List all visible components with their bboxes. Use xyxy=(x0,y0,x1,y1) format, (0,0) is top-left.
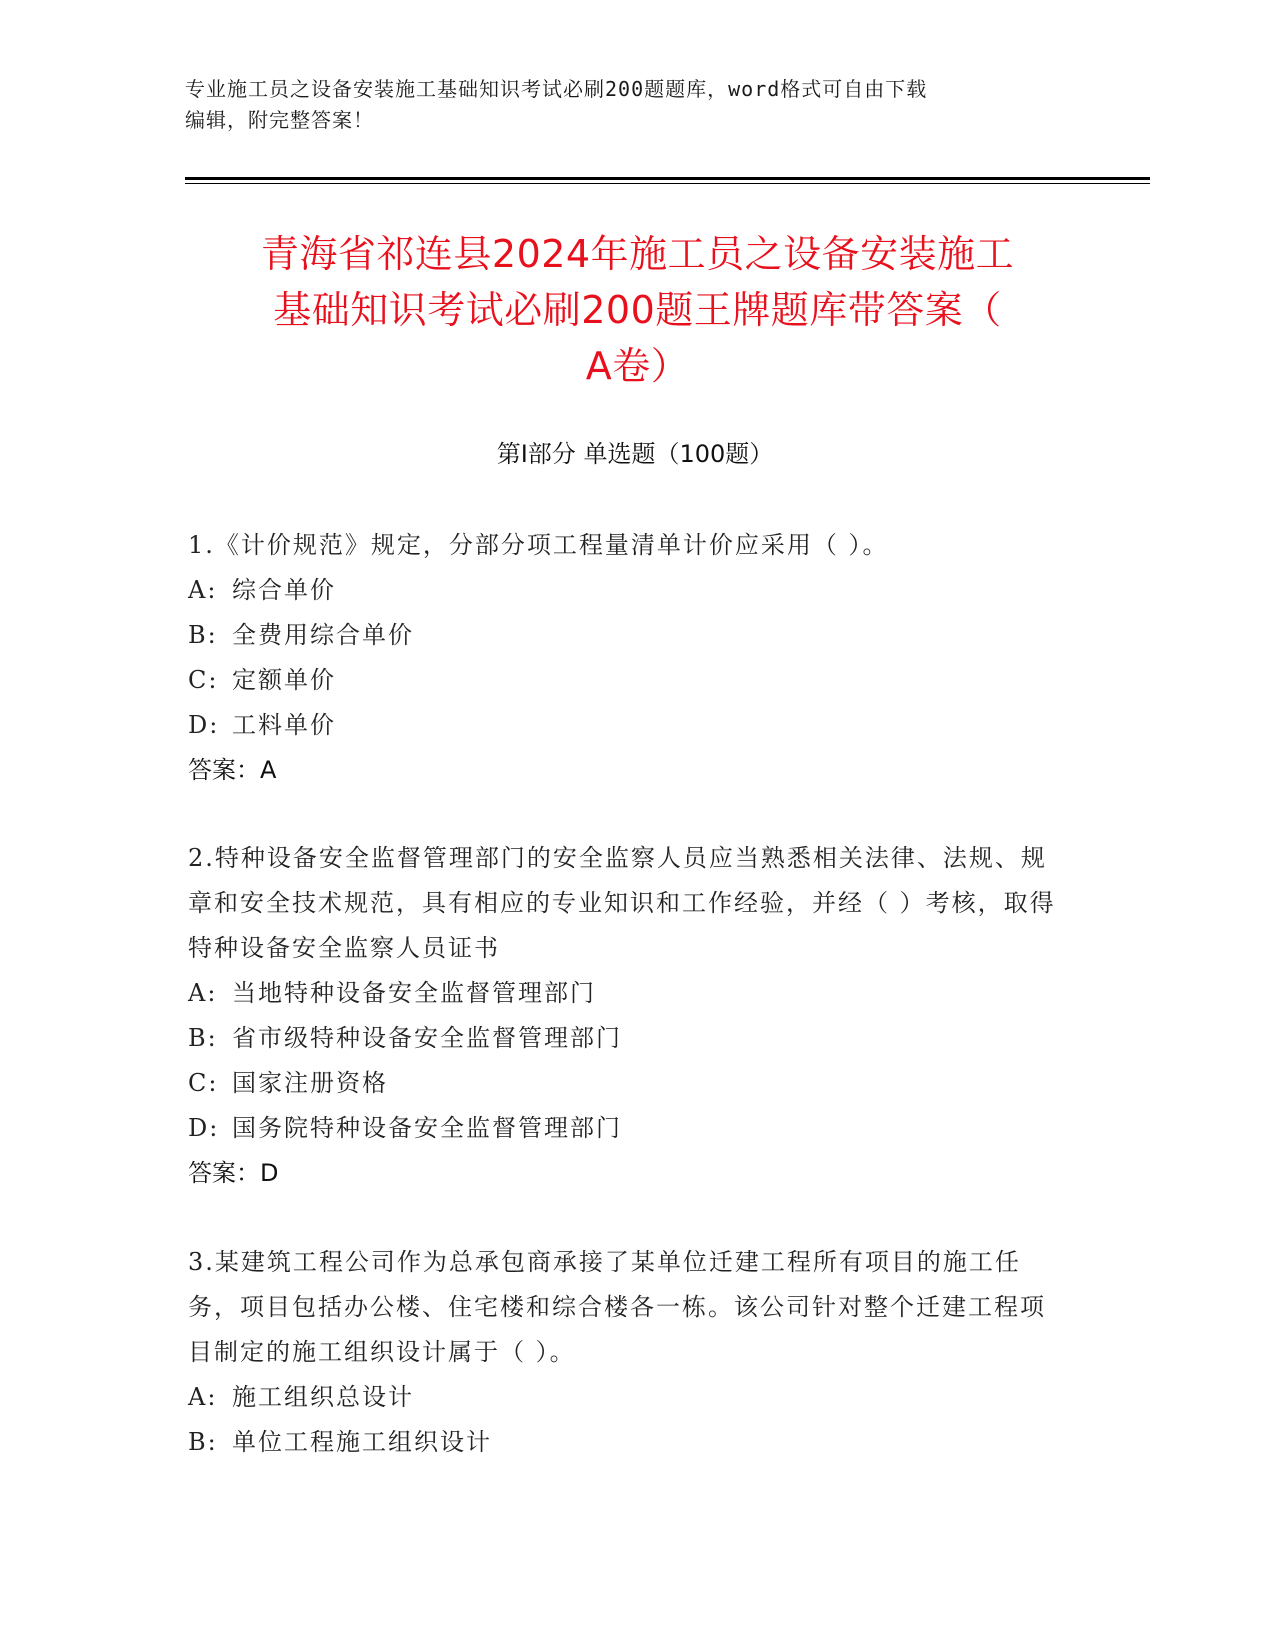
document-title-line-3: A卷） xyxy=(585,344,690,388)
question-option-b xyxy=(188,1016,1068,1061)
header-note-line-1: 专业施工员之设备安装施工基础知识考试必刷200题题库，word格式可自由下载 xyxy=(185,77,928,101)
option-text: 国务院特种设备安全监督管理部门 xyxy=(232,1114,622,1142)
option-text: 单位工程施工组织设计 xyxy=(232,1428,492,1456)
header-note-line-2: 编辑，附完整答案！ xyxy=(185,108,374,132)
document-title-line-1: 青海省祁连县2024年施工员之设备安装施工 xyxy=(260,232,1015,276)
question-option-d xyxy=(188,1106,1068,1151)
option-key: B: xyxy=(188,621,218,649)
question-stem: 3.某建筑工程公司作为总承包商承接了某单位迁建工程所有项目的施工任务，项目包括办公楼、住宅楼和综合楼各一栋。该公司针对整个迁建工程项目制定的施工组织设计属于（ ）。 xyxy=(188,1248,1046,1366)
question-stem: 1.《计价规范》规定，分部分项工程量清单计价应采用（ ）。 xyxy=(188,531,889,559)
question-2 xyxy=(188,836,1068,1196)
question-option-a xyxy=(188,568,1068,613)
question-answer: 答案：A xyxy=(188,756,277,784)
document-title-line-2: 基础知识考试必刷200题王牌题库带答案（ xyxy=(273,288,1002,332)
question-option-b xyxy=(188,1420,1068,1465)
question-3 xyxy=(188,1240,1068,1465)
question-option-c xyxy=(188,1061,1068,1106)
option-key: D: xyxy=(188,1114,220,1142)
option-key: A: xyxy=(188,576,218,604)
section-title: 第Ⅰ部分 单选题（100题） xyxy=(496,440,774,468)
header-note xyxy=(185,74,1085,136)
option-text: 国家注册资格 xyxy=(232,1069,388,1097)
header-divider-thin xyxy=(185,183,1150,184)
question-option-b xyxy=(188,613,1068,658)
option-text: 当地特种设备安全监督管理部门 xyxy=(232,979,596,1007)
question-option-a xyxy=(188,1375,1068,1420)
option-text: 工料单价 xyxy=(232,711,336,739)
question-option-d xyxy=(188,703,1068,748)
option-key: B: xyxy=(188,1024,218,1052)
option-key: A: xyxy=(188,979,218,1007)
option-key: C: xyxy=(188,1069,219,1097)
question-option-c xyxy=(188,658,1068,703)
document-title xyxy=(175,226,1100,394)
option-text: 全费用综合单价 xyxy=(232,621,414,649)
option-key: B: xyxy=(188,1428,218,1456)
option-key: A: xyxy=(188,1383,218,1411)
option-key: C: xyxy=(188,666,219,694)
question-stem: 2.特种设备安全监督管理部门的安全监察人员应当熟悉相关法律、法规、规章和安全技术规范，具有相应的专业知识和工作经验，并经（ ）考核，取得特种设备安全监察人员证书 xyxy=(188,844,1056,962)
option-key: D: xyxy=(188,711,220,739)
option-text: 综合单价 xyxy=(232,576,336,604)
option-text: 省市级特种设备安全监督管理部门 xyxy=(232,1024,622,1052)
header-divider-thick xyxy=(185,177,1150,180)
question-answer: 答案：D xyxy=(188,1159,279,1187)
option-text: 定额单价 xyxy=(232,666,336,694)
question-1 xyxy=(188,523,1068,793)
option-text: 施工组织总设计 xyxy=(232,1383,414,1411)
question-option-a xyxy=(188,971,1068,1016)
